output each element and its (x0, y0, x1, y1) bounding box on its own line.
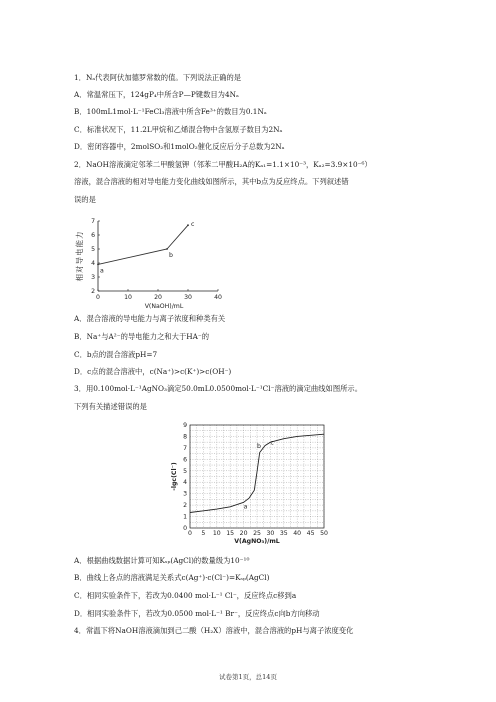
q3-stem-line1: 3．用0.100mol·L⁻¹AgNO₃滴定50.0mL0.0500mol·L⁻¹Cl⁻溶液的滴定曲线如图所示。 (74, 384, 363, 393)
conductivity-curve (98, 225, 188, 264)
x-tick-label: 30 (266, 530, 275, 537)
x-tick-label: 45 (306, 530, 315, 537)
point-label-c: c (191, 221, 195, 229)
x-tick-label: 30 (184, 294, 192, 301)
x-axis-label: V(AgNO₃)/mL (234, 538, 280, 545)
q1-option-b: B．100mL1mol·L⁻¹FeCl₃溶液中所含Fe³⁺的数目为0.1Nₐ (74, 107, 267, 116)
q2-option-b: B．Na⁺与A²⁻的导电能力之和大于HA⁻的 (74, 332, 210, 341)
q4-stem: 4．常温下将NaOH溶液滴加到己二酸（H₂X）溶液中，混合溶液的pH与离子浓度变化 (74, 626, 354, 635)
x-tick-label: 5 (201, 530, 206, 537)
x-tick-label: 0 (96, 294, 100, 301)
titration-chart-svg (170, 421, 330, 547)
x-tick-label: 10 (212, 530, 221, 537)
q3-stem-line2: 下列有关描述错误的是 (74, 402, 147, 411)
y-tick-label: 6 (91, 232, 95, 239)
y-tick-label: 5 (91, 246, 95, 253)
page-footer: 试卷第1页，总14页 (219, 673, 277, 681)
y-tick-label: 7 (91, 218, 95, 225)
x-tick-label: 40 (293, 530, 302, 537)
y-tick-label: 3 (183, 490, 187, 498)
conductivity-chart-svg (70, 213, 230, 313)
y-tick-label: 6 (183, 456, 187, 464)
x-tick-label: 20 (154, 294, 162, 301)
q3-option-b: B．曲线上各点的溶液满足关系式c(Ag⁺)·c(Cl⁻)=Kₛₚ(AgCl) (74, 573, 270, 582)
x-tick-label: 0 (188, 530, 192, 537)
titration-chart (170, 421, 330, 547)
y-tick-label: 3 (91, 274, 95, 281)
point-a (97, 264, 99, 266)
q2-stem-line1: 2．NaOH溶液滴定邻苯二甲酸氢钾（邻苯二甲酸H₂A的Kₐ₁=1.1×10⁻³，Kₐ₂=3.9×10⁻⁶） (74, 160, 372, 169)
conductivity-chart (70, 213, 230, 313)
point-c (187, 224, 189, 226)
y-tick-label: 4 (91, 260, 95, 267)
y-tick-label: 4 (183, 479, 187, 487)
y-tick-label: 2 (91, 288, 95, 295)
q3-option-c: C．相同实验条件下，若改为0.0400 mol·L⁻¹ Cl⁻，反应终点c移到a (74, 591, 297, 600)
q3-option-d: D．相同实验条件下，若改为0.0500 mol·L⁻¹ Br⁻，反应终点c向b方向移动 (74, 609, 320, 618)
x-tick-label: 20 (239, 530, 248, 537)
point-label-c: c (270, 439, 274, 447)
point-label-a: a (100, 267, 104, 275)
point-label-a: a (243, 503, 248, 511)
q2-stem-line3: 误的是 (74, 195, 96, 204)
point-b (166, 248, 168, 250)
x-tick-label: 15 (226, 530, 235, 537)
y-axis-label: 相对导电能力 (75, 230, 84, 282)
x-tick-label: 25 (253, 530, 261, 537)
y-tick-label: 7 (183, 444, 187, 452)
point-label-b: b (257, 442, 261, 450)
x-tick-label: 10 (124, 294, 132, 301)
point-label-b: b (169, 252, 173, 259)
q2-option-c: C．b点的混合溶液pH=7 (74, 350, 158, 359)
x-tick-label: 50 (320, 530, 328, 537)
x-tick-label: 40 (214, 294, 222, 301)
q3-option-a: A．根据曲线数据计算可知Kₛₚ(AgCl)的数量级为10⁻¹⁰ (74, 556, 250, 565)
q2-option-a: A．混合溶液的导电能力与离子浓度和种类有关 (74, 314, 226, 323)
y-tick-label: 0 (183, 525, 187, 532)
y-tick-label: 9 (183, 422, 187, 429)
x-tick-label: 35 (279, 530, 288, 537)
y-axis-label: -lgc(Cl⁻) (171, 462, 178, 491)
y-tick-label: 1 (183, 513, 187, 521)
q2-stem-line2: 溶液，混合溶液的相对导电能力变化曲线如图所示，其中b点为反应终点。下列叙述错 (74, 177, 349, 186)
q1-stem: 1．Nₐ代表阿伏加德罗常数的值。下列说法正确的是 (74, 73, 242, 82)
q1-option-a: A．常温常压下，124gP₄中所含P—P键数目为4Nₐ (74, 90, 239, 99)
y-tick-label: 8 (183, 433, 187, 441)
y-tick-label: 2 (183, 502, 187, 510)
q2-option-d: D．c点的混合溶液中，c(Na⁺)>c(K⁺)>c(OH⁻) (74, 367, 232, 376)
y-tick-label: 5 (183, 467, 187, 475)
x-axis-label: V(NaOH)/mL (144, 303, 184, 310)
q1-option-c: C．标准状况下，11.2L甲烷和乙烯混合物中含氢原子数目为2Nₐ (74, 125, 283, 134)
q1-option-d: D．密闭容器中，2molSO₂和1molO₂催化反应后分子总数为2Nₐ (74, 142, 285, 151)
